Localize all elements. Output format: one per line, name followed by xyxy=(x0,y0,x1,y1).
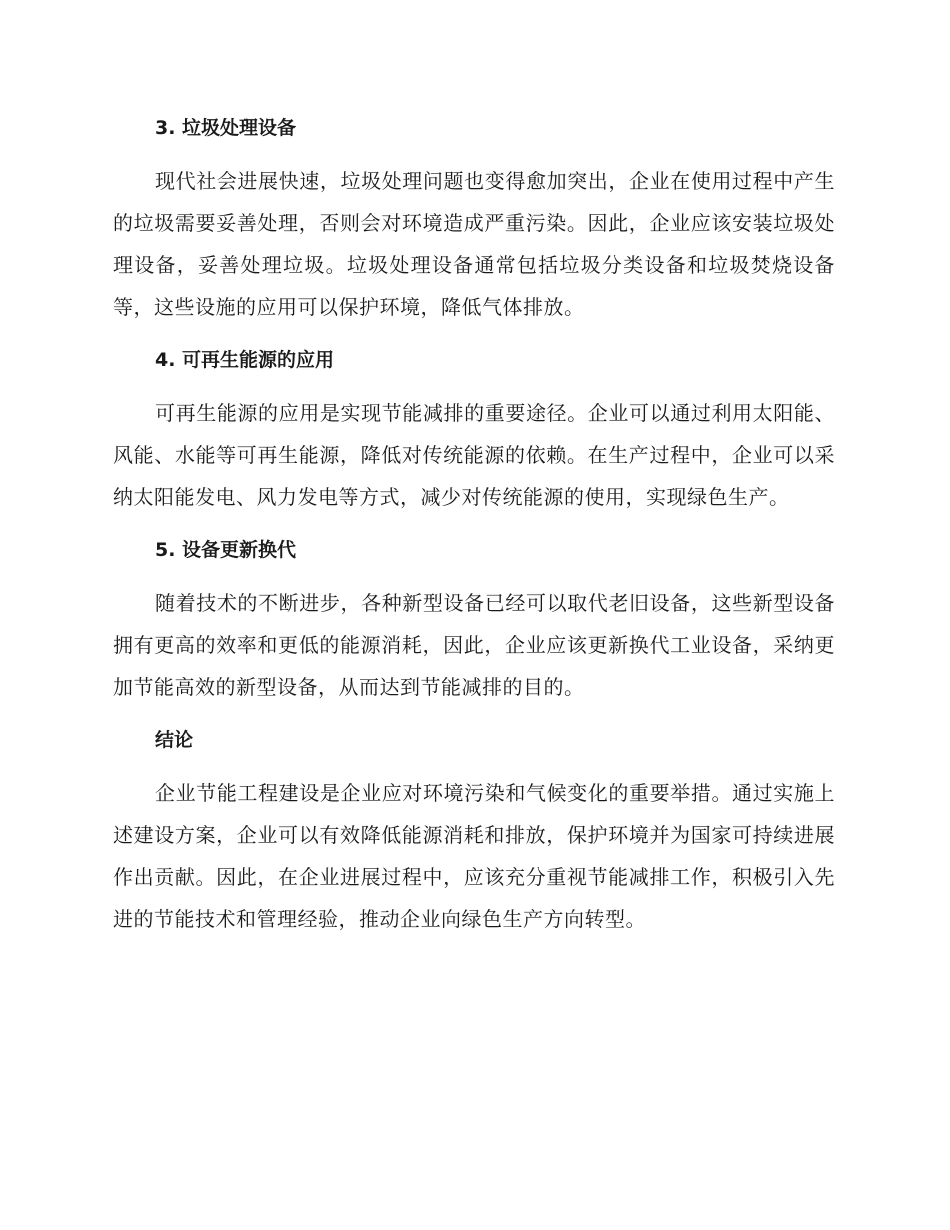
document-body xyxy=(113,108,835,952)
section-heading-garbage-equipment: 3. 垃圾处理设备 xyxy=(155,117,297,139)
section-heading-equipment-upgrade: 5. 设备更新换代 xyxy=(155,539,297,561)
section-heading-conclusion: 结论 xyxy=(155,729,194,751)
section-paragraph-conclusion: 企业节能工程建设是企业应对环境污染和气候变化的重要举措。通过实施上述建设方案，企业可以有效降低能源消耗和排放，保护环境并为国家可持续进展作出贡献。因此，在企业进展过程中，应该充分重视节能减排工作，积极引入先进的节能技术和管理经验，推动企业向绿色生产方向转型。 xyxy=(113,781,835,931)
section-heading-renewable-energy: 4. 可再生能源的应用 xyxy=(155,349,335,371)
section-paragraph-renewable-energy: 可再生能源的应用是实现节能减排的重要途径。企业可以通过利用太阳能、风能、水能等可再生能源，降低对传统能源的依赖。在生产过程中，企业可以采纳太阳能发电、风力发电等方式，减少对传统能源的使用，实现绿色生产。 xyxy=(113,401,835,509)
section-paragraph-garbage-equipment: 现代社会进展快速，垃圾处理问题也变得愈加突出，企业在使用过程中产生的垃圾需要妥善处理，否则会对环境造成严重污染。因此，企业应该安装垃圾处理设备，妥善处理垃圾。垃圾处理设备通常包括垃圾分类设备和垃圾焚烧设备等，这些设施的应用可以保护环境，降低气体排放。 xyxy=(113,169,835,319)
section-paragraph-equipment-upgrade: 随着技术的不断进步，各种新型设备已经可以取代老旧设备，这些新型设备拥有更高的效率和更低的能源消耗，因此，企业应该更新换代工业设备，采纳更加节能高效的新型设备，从而达到节能减排的目的。 xyxy=(113,591,835,699)
